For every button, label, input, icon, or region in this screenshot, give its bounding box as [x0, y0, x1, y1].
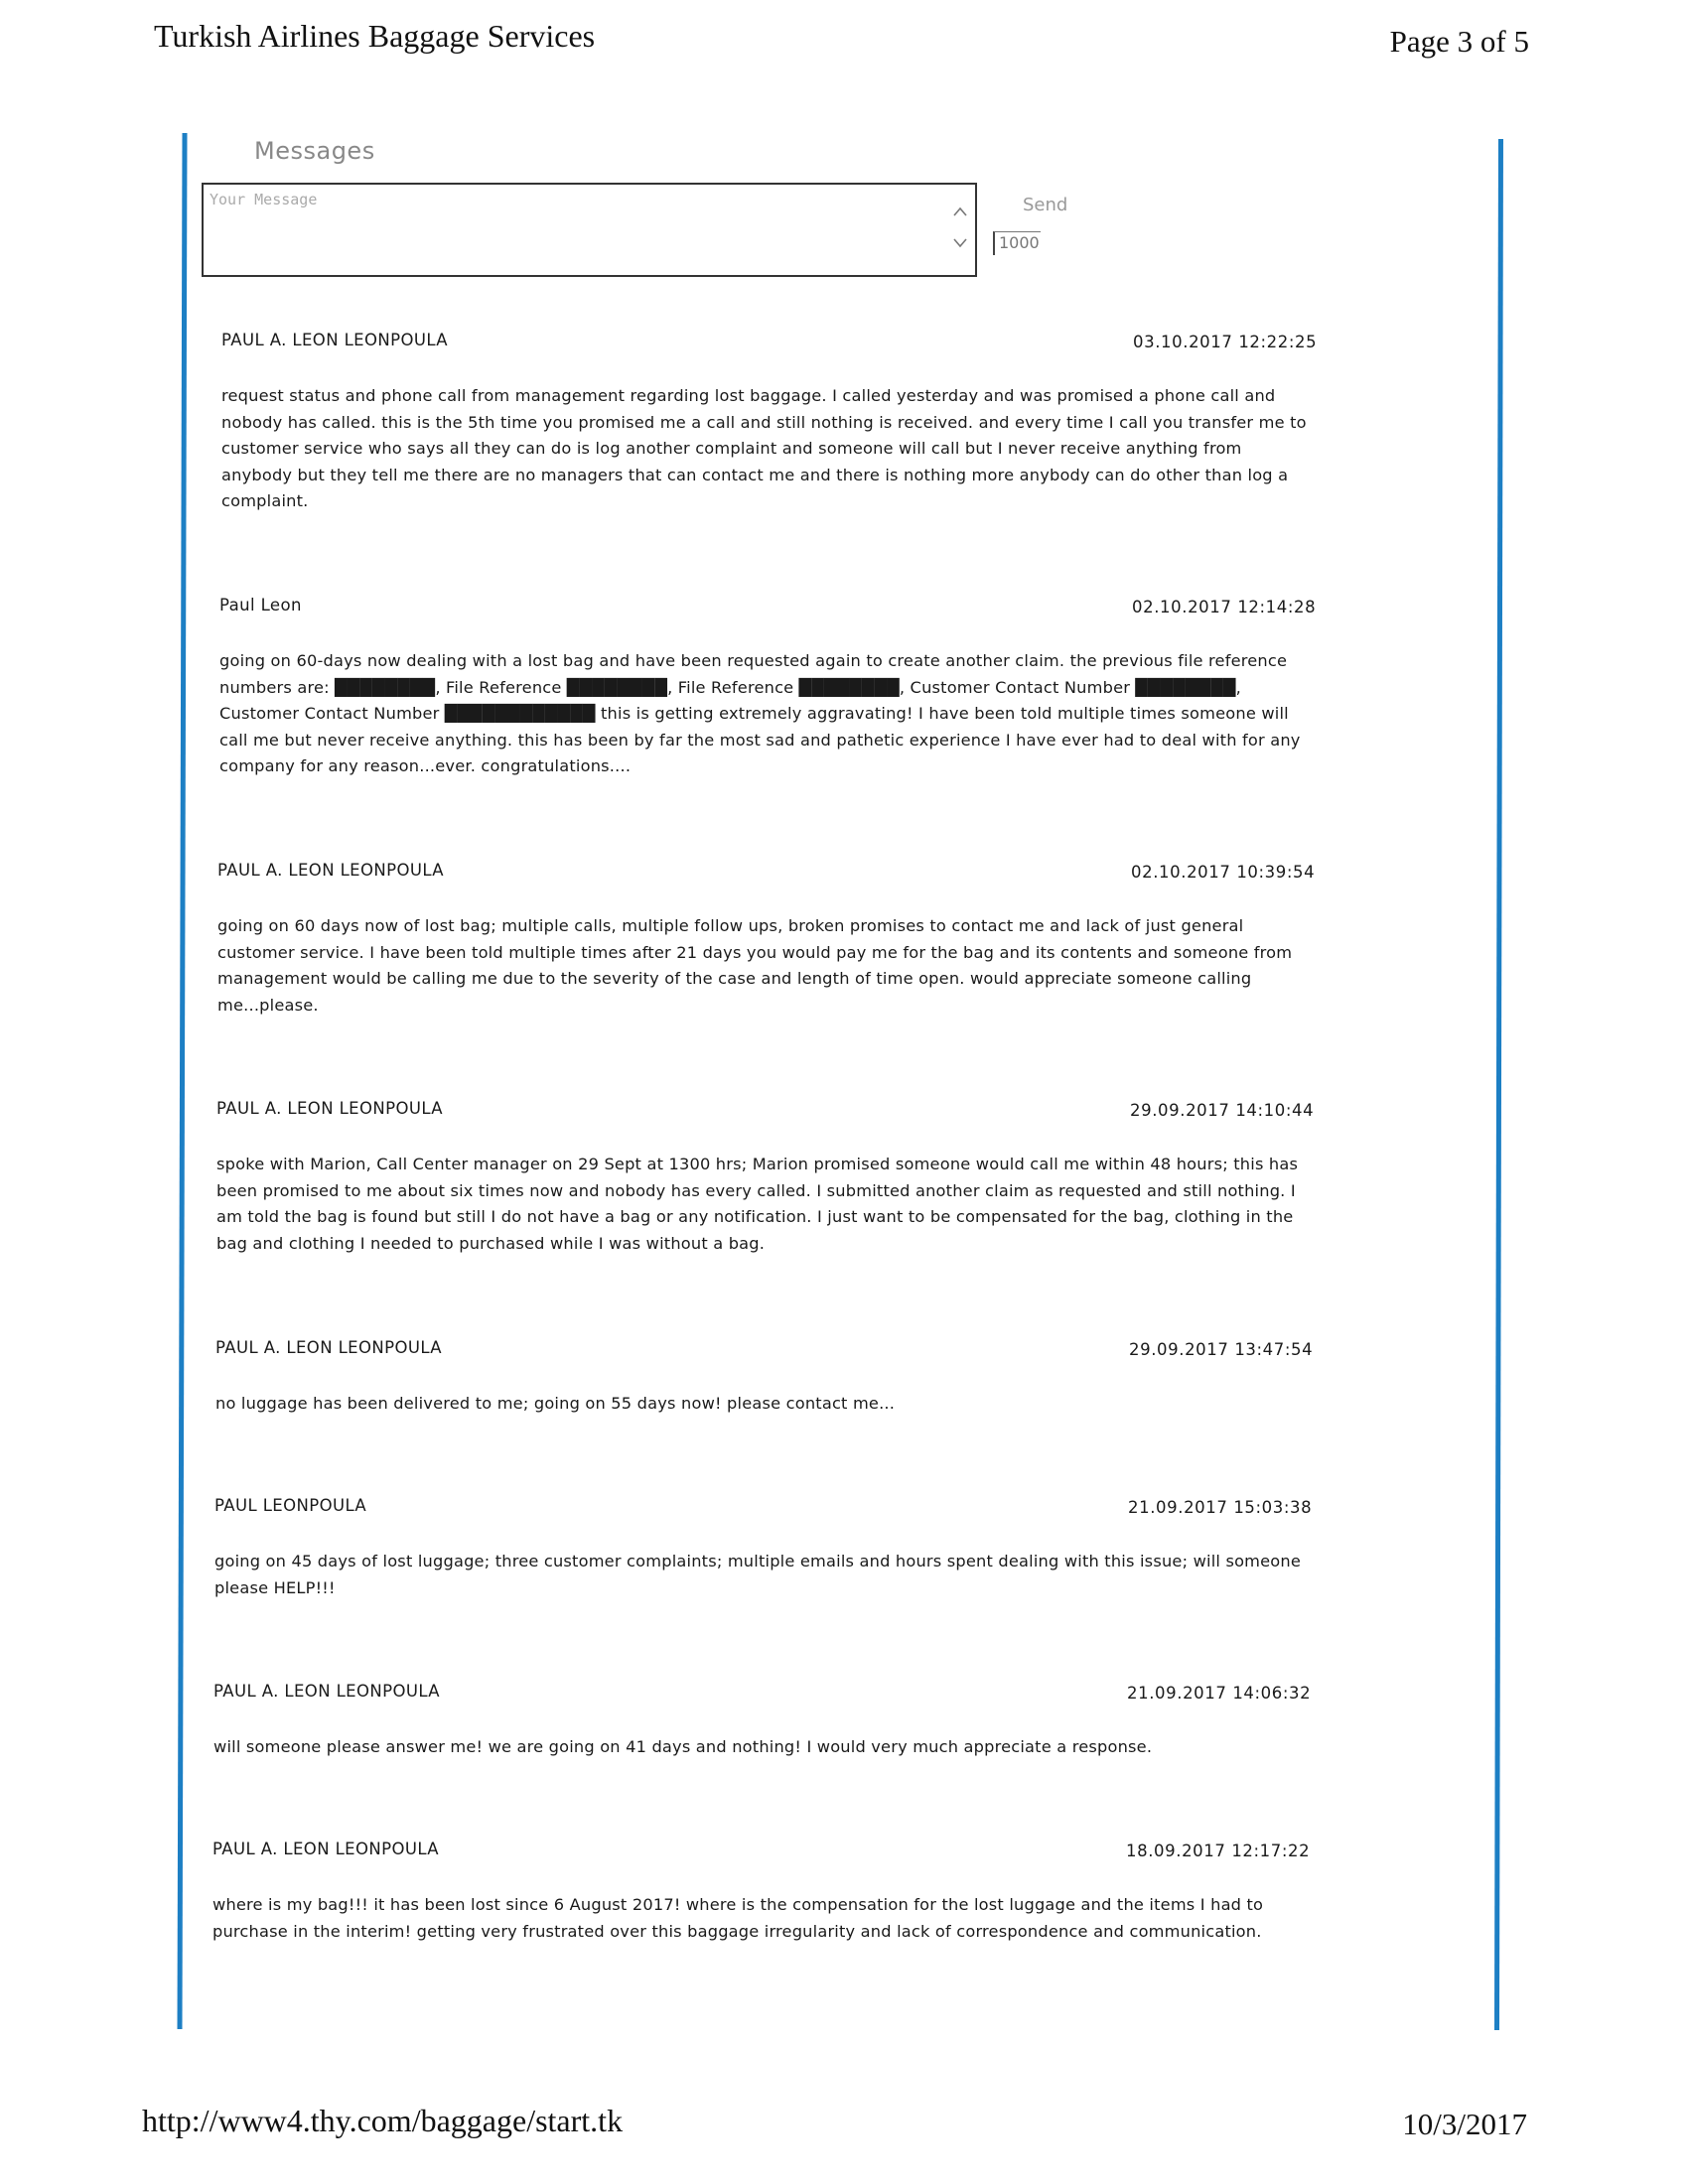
message-timestamp: 18.09.2017 12:17:22 [1126, 1842, 1311, 1860]
message-timestamp: 02.10.2017 10:39:54 [1131, 863, 1316, 882]
print-header-page-number: Page 3 of 5 [1389, 24, 1529, 59]
message-body: going on 45 days of lost luggage; three customer complaints; multiple emails and hours spent dealing with this issue; will someone please HELP!!! [214, 1552, 1302, 1597]
message-sender: Paul Leon [219, 596, 302, 614]
message-body: will someone please answer me! we are going on 41 days and nothing! I would very much appreciate a response. [213, 1737, 1153, 1756]
scroll-up-icon[interactable] [953, 206, 967, 220]
message-sender: PAUL A. LEON LEONPOULA [213, 1682, 440, 1701]
message-body: spoke with Marion, Call Center manager on 29 Sept at 1300 hrs; Marion promised someone would call me within 48 hours; this has been promised to me about six times now and nobody has every called. I submitted another claim as requested and still nothing. I am told the bag is found but still I do not have a bag or any notification. I just want to be compensated for the bag, clothing in the bag and clothing I needed to purchased while I was without a bag. [216, 1155, 1299, 1253]
message-body: request status and phone call from management regarding lost baggage. I called yesterday and was promised a phone call and nobody has called. this is the 5th time you promised me a call and still nothing is received. and every time I call you transfer me to customer service who says all they can do is log another complaint and someone will call but I never receive anything from anybody but they tell me there are no managers that can contact me and there is nothing more anybody can do other than log a complaint. [221, 386, 1307, 510]
message-input[interactable] [208, 189, 946, 274]
message-sender: PAUL A. LEON LEONPOULA [215, 1338, 442, 1357]
message-timestamp: 02.10.2017 12:14:28 [1132, 598, 1317, 616]
char-limit-counter: 1000 [993, 231, 1041, 255]
frame-left-border [177, 133, 187, 2029]
messages-section-title: Messages [254, 137, 375, 165]
message-timestamp: 21.09.2017 15:03:38 [1128, 1498, 1313, 1517]
message-timestamp: 29.09.2017 13:47:54 [1129, 1340, 1314, 1359]
send-button[interactable]: Send [1023, 195, 1068, 215]
message-sender: PAUL A. LEON LEONPOULA [216, 1099, 443, 1118]
message-timestamp: 03.10.2017 12:22:25 [1133, 333, 1318, 351]
message-sender: PAUL A. LEON LEONPOULA [221, 331, 448, 349]
frame-right-border [1494, 139, 1503, 2030]
message-sender: PAUL A. LEON LEONPOULA [217, 861, 444, 880]
print-footer-date: 10/3/2017 [1402, 2107, 1527, 2141]
message-sender: PAUL A. LEON LEONPOULA [212, 1840, 439, 1858]
message-timestamp: 21.09.2017 14:06:32 [1127, 1684, 1312, 1703]
message-timestamp: 29.09.2017 14:10:44 [1130, 1101, 1315, 1120]
print-header-title: Turkish Airlines Baggage Services [154, 18, 596, 54]
scroll-down-icon[interactable] [953, 238, 967, 252]
message-body: where is my bag!!! it has been lost since 6 August 2017! where is the compensation for the lost luggage and the items I had to purchase in the interim! getting very frustrated over this baggage irregularity and lack of correspondence and communication. [212, 1895, 1264, 1941]
message-body: going on 60 days now of lost bag; multiple calls, multiple follow ups, broken promises to contact me and lack of just general customer service. I have been told multiple times after 21 days you would pay me for the bag and its contents and someone from management would be calling me due to the severity of the case and length of time open. would appreciate someone calling me...please. [217, 916, 1293, 1015]
message-body: going on 60-days now dealing with a lost bag and have been requested again to create another claim. the previous file reference numbers are: ████████, File Reference ████████, File Reference ████████, Customer Contact Number ████████, Customer Contact Number ████████████ this is getting extremely aggravating! I have been told multiple times someone will call me but never receive anything. this has been by far the most sad and pathetic experience I have ever had to deal with for any company for any reason...ever. congratulations.... [219, 651, 1301, 775]
message-sender: PAUL LEONPOULA [214, 1496, 367, 1515]
message-body: no luggage has been delivered to me; going on 55 days now! please contact me... [215, 1394, 896, 1413]
message-compose-box [202, 183, 977, 277]
print-footer-url: http://www4.thy.com/baggage/start.tk [142, 2103, 624, 2138]
